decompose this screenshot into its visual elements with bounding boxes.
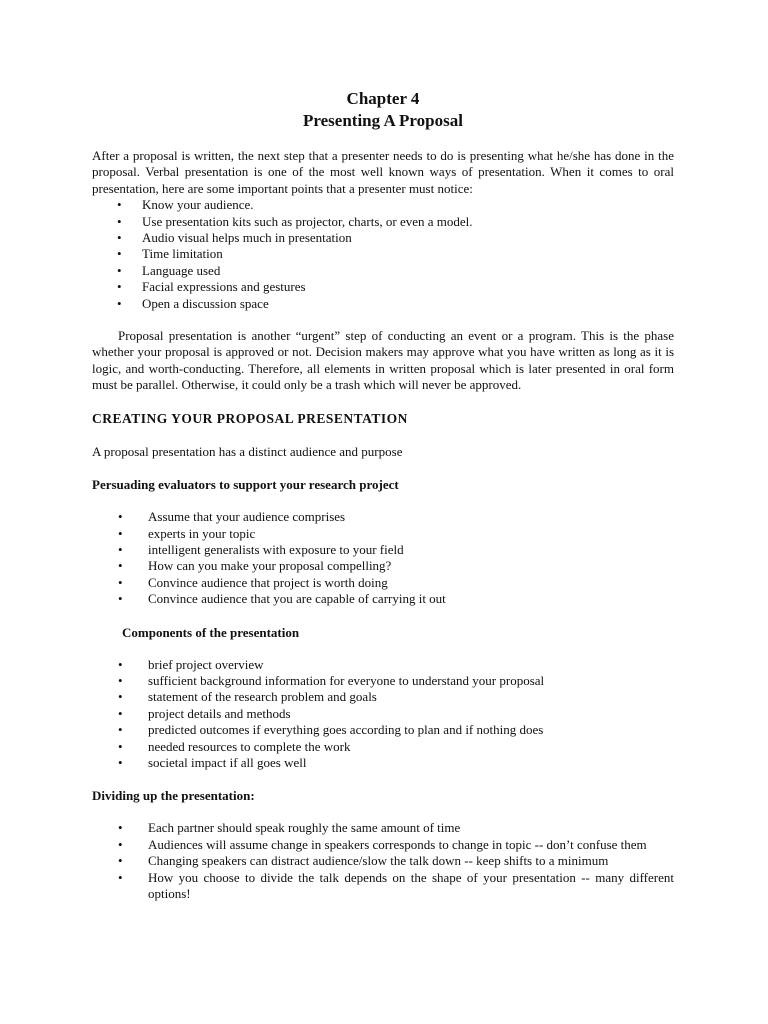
list-item: • Facial expressions and gestures bbox=[117, 279, 306, 295]
list-item: • statement of the research problem and goals bbox=[118, 689, 377, 705]
list-item: • Language used bbox=[117, 262, 221, 278]
bullet-icon: • bbox=[117, 213, 122, 229]
bullet-icon: • bbox=[118, 869, 123, 885]
list-item: • sufficient background information for everyone to understand your proposal bbox=[118, 672, 545, 688]
list-item: • brief project overview bbox=[118, 656, 264, 672]
list-item: • Audiences will assume change in speakers corresponds to change in topic -- don’t confuse them bbox=[118, 836, 647, 852]
bullet-icon: • bbox=[118, 591, 123, 607]
persuading-list bbox=[92, 509, 674, 607]
bullet-icon: • bbox=[118, 722, 123, 738]
bullet-icon: • bbox=[118, 689, 123, 705]
list-item: • Convince audience that project is worth doing bbox=[118, 574, 388, 590]
bullet-icon: • bbox=[118, 853, 123, 869]
subheading-dividing: Dividing up the presentation: bbox=[92, 788, 255, 804]
section-heading-creating: CREATING YOUR PROPOSAL PRESENTATION bbox=[92, 410, 408, 426]
bullet-icon: • bbox=[118, 738, 123, 754]
bullet-icon: • bbox=[118, 574, 123, 590]
list-item: • predicted outcomes if everything goes according to plan and if nothing does bbox=[118, 722, 544, 738]
list-item: • Time limitation bbox=[117, 246, 223, 262]
page-title: Presenting A Proposal bbox=[303, 111, 463, 130]
list-item: • Audio visual helps much in presentation bbox=[117, 230, 352, 246]
dividing-list bbox=[92, 820, 674, 902]
proposal-paragraph: Proposal presentation is another “urgent” step of conducting an event or a program. This is the phase whether your proposal is approved or not. Decision makers may approve what you have written as long as it is logic, and worth-conducting. Therefore, all elements in written proposal which is later presented in oral form must be parallel. Otherwise, it could only be a trash which will never be approved. bbox=[92, 328, 674, 393]
bullet-icon: • bbox=[118, 558, 123, 574]
list-item: • experts in your topic bbox=[118, 525, 256, 541]
components-list bbox=[92, 657, 674, 772]
bullet-icon: • bbox=[118, 705, 123, 721]
intro-paragraph: After a proposal is written, the next step that a presenter needs to do is presenting what he/she has done in the proposal. Verbal presentation is one of the most well known ways of presentation. When it comes to oral presentation, here are some important points that a presenter must notice: bbox=[92, 148, 674, 196]
list-item: • Use presentation kits such as projector, charts, or even a model. bbox=[117, 213, 473, 229]
bullet-icon: • bbox=[117, 246, 122, 262]
list-item: • project details and methods bbox=[118, 705, 291, 721]
list-item: • intelligent generalists with exposure to your field bbox=[118, 541, 404, 557]
bullet-icon: • bbox=[118, 820, 123, 836]
bullet-icon: • bbox=[118, 672, 123, 688]
list-item: • Assume that your audience comprises bbox=[118, 509, 346, 525]
bullet-icon: • bbox=[117, 262, 122, 278]
creating-text: A proposal presentation has a distinct audience and purpose bbox=[92, 443, 403, 459]
bullet-icon: • bbox=[117, 279, 122, 295]
list-item: • Know your audience. bbox=[117, 197, 254, 213]
points-list bbox=[92, 197, 674, 312]
bullet-icon: • bbox=[117, 197, 122, 213]
bullet-icon: • bbox=[118, 525, 123, 541]
bullet-icon: • bbox=[118, 541, 123, 557]
bullet-icon: • bbox=[117, 230, 122, 246]
list-item: • How can you make your proposal compelling? bbox=[118, 558, 392, 574]
document-page bbox=[92, 88, 674, 902]
bullet-icon: • bbox=[118, 836, 123, 852]
list-item: • Changing speakers can distract audience/slow the talk down -- keep shifts to a minimum bbox=[118, 853, 609, 869]
bullet-icon: • bbox=[118, 656, 123, 672]
list-item: • Open a discussion space bbox=[117, 295, 269, 311]
list-item: • How you choose to divide the talk depends on the shape of your presentation -- many different options! bbox=[118, 869, 674, 901]
list-item: • Convince audience that you are capable of carrying it out bbox=[118, 591, 446, 607]
chapter-label: Chapter 4 bbox=[346, 89, 420, 108]
subheading-persuading: Persuading evaluators to support your research project bbox=[92, 477, 399, 493]
list-item: • needed resources to complete the work bbox=[118, 738, 351, 754]
list-item: • societal impact if all goes well bbox=[118, 754, 307, 770]
bullet-icon: • bbox=[117, 295, 122, 311]
bullet-icon: • bbox=[118, 509, 123, 525]
bullet-icon: • bbox=[118, 754, 123, 770]
list-item: • Each partner should speak roughly the same amount of time bbox=[118, 820, 461, 836]
subheading-components: Components of the presentation bbox=[122, 624, 300, 640]
